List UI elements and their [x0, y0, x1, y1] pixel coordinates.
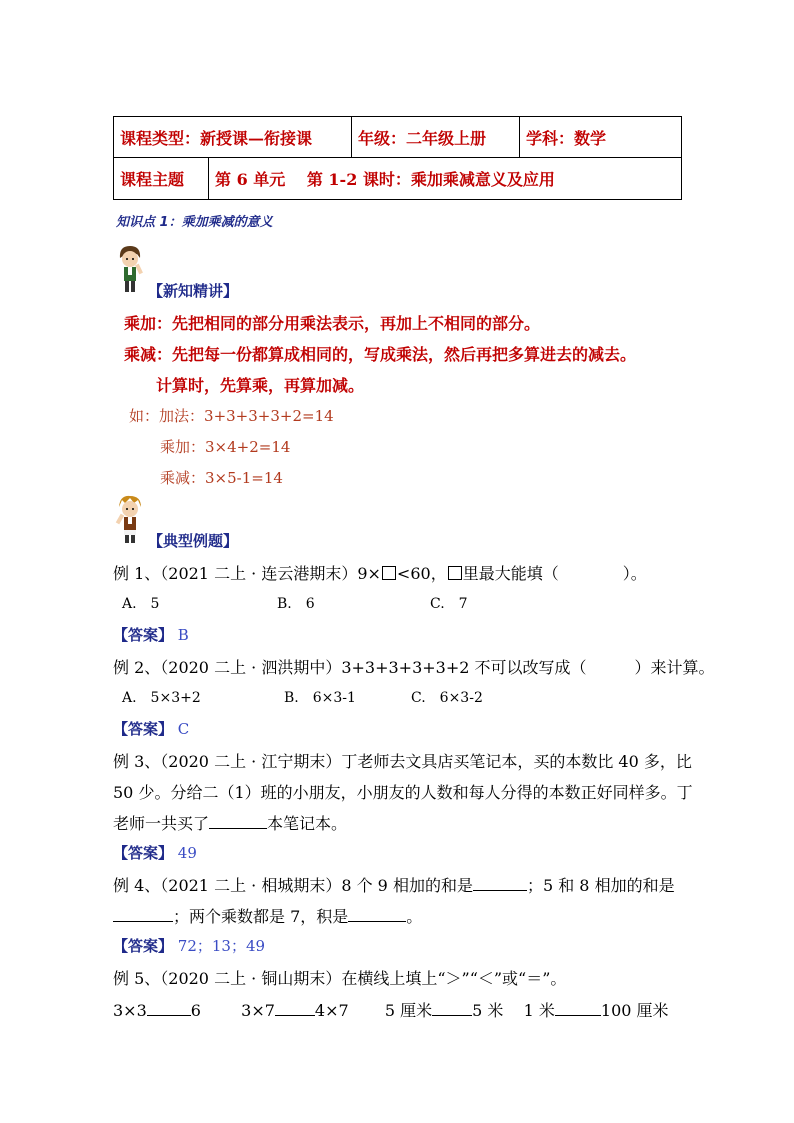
answer-blank: [473, 875, 527, 891]
example-addition-expression: 3+3+3+3+2=14: [204, 407, 334, 425]
example-1-text-a: 例 1、（2021 二上 · 连云港期末）9×: [113, 564, 381, 583]
example-3-answer-value: 49: [177, 844, 197, 862]
example-4-line-1: [113, 873, 675, 896]
comparison-4-left: 1 米: [523, 1001, 555, 1020]
comparison-2-left: 3×7: [241, 1001, 275, 1020]
example-multiply-add-label: 乘加：: [160, 438, 206, 456]
answer-blank: [348, 906, 406, 922]
example-4-line-2a: ；两个乘数都是 7，积是: [173, 907, 349, 926]
subject-cell: 学科：数学: [520, 117, 682, 158]
example-2-answer-value: C: [177, 720, 190, 738]
example-multiply-subtract-expression: 3×5-1=14: [205, 469, 283, 487]
example-5-comparisons: [113, 998, 669, 1021]
comparison-1-right: 6: [190, 1001, 201, 1020]
answer-blank: [275, 1000, 315, 1016]
answer-label: 【答案】: [113, 844, 174, 862]
example-1-text-b: <60，: [396, 564, 447, 583]
answer-blank: [209, 813, 267, 829]
example-1-option-a: A. 5: [122, 596, 160, 612]
grade-cell: 年级：二年级上册: [352, 117, 520, 158]
example-3-line-1: 例 3、（2020 二上 · 江宁期末）丁老师去文具店买笔记本，买的本数比 40 多，比: [113, 752, 692, 771]
answer-blank: [432, 1000, 472, 1016]
course-type-cell: 课程类型：新授课—衔接课: [114, 117, 352, 158]
definition-multiply-add: 乘加：先把相同的部分用乘法表示，再加上不相同的部分。: [124, 314, 541, 333]
answer-label: 【答案】: [113, 720, 174, 738]
example-5-question: 例 5、（2020 二上 · 铜山期末）在横线上填上“＞”“＜”或“＝”。: [113, 969, 567, 988]
topic-value-cell: 第 6 单元 第 1-2 课时：乘加乘减意义及应用: [209, 158, 682, 200]
example-4-line-2: [113, 904, 422, 927]
example-4-line-2b: 。: [406, 907, 423, 926]
examples-heading: 【典型例题】: [148, 532, 239, 550]
example-4-line-1b: ；5 和 8 相加的和是: [526, 876, 675, 895]
example-4-answer-value: 72；13；49: [177, 937, 266, 955]
blank-box-icon: [382, 566, 396, 580]
blank-box-icon: [448, 566, 462, 580]
example-1-question: [113, 561, 647, 584]
answer-label: 【答案】: [113, 626, 174, 644]
answer-label: 【答案】: [113, 937, 174, 955]
answer-blank: [147, 1000, 191, 1016]
example-2-option-a: A. 5×3+2: [122, 690, 201, 706]
answer-blank: [555, 1000, 601, 1016]
example-2-answer: [113, 718, 189, 739]
example-4-line-1a: 例 4、（2021 二上 · 相城期末）8 个 9 相加的和是: [113, 876, 473, 895]
example-3-line-3b: 本笔记本。: [267, 814, 348, 833]
example-2-option-c: C. 6×3-2: [411, 690, 483, 706]
knowledge-point-title-text: 知识点 1：乘加乘减的意义: [116, 215, 273, 230]
example-addition-row: [129, 405, 334, 426]
example-1-text-c: 里最大能填（ ）。: [462, 564, 647, 583]
cartoon-student-icon: [113, 494, 147, 544]
example-3-line-2: 50 少。分给二（1）班的小朋友，小朋友的人数和每人分得的本数正好同样多。丁: [113, 783, 693, 802]
example-2-question: 例 2、（2020 二上 · 泗洪期中）3+3+3+3+3+2 不可以改写成（ ）来计算。: [113, 658, 715, 677]
example-multiply-add-row: [160, 436, 290, 457]
comparison-4-right: 100 厘米: [600, 1001, 669, 1020]
calculation-rule: 计算时，先算乘，再算加减。: [156, 376, 365, 395]
example-multiply-subtract-row: [160, 467, 283, 488]
example-3-answer: [113, 842, 197, 863]
cartoon-teacher-icon: [113, 244, 147, 294]
topic-label-cell: 课程主题: [114, 158, 209, 200]
course-info-table: [113, 116, 682, 200]
comparison-1-left: 3×3: [113, 1001, 147, 1020]
example-1-option-b: B. 6: [277, 596, 315, 612]
definition-multiply-subtract: 乘减：先把每一份都算成相同的，写成乘法，然后再把多算进去的减去。: [124, 345, 637, 364]
example-3-line-3a: 老师一共买了: [113, 814, 210, 833]
new-knowledge-heading: 【新知精讲】: [148, 282, 239, 300]
example-1-answer: [113, 624, 189, 645]
comparison-3-right: 5 米: [472, 1001, 504, 1020]
example-2-option-b: B. 6×3-1: [284, 690, 356, 706]
example-1-option-c: C. 7: [430, 596, 468, 612]
example-prefix: 如：: [129, 407, 160, 425]
comparison-3-left: 5 厘米: [384, 1001, 433, 1020]
example-1-answer-value: B: [177, 626, 189, 644]
example-addition-label: 加法：: [159, 407, 205, 425]
example-4-answer: [113, 935, 265, 956]
answer-blank: [113, 906, 173, 922]
example-multiply-add-expression: 3×4+2=14: [205, 438, 291, 456]
knowledge-point-title: [116, 211, 273, 230]
comparison-2-right: 4×7: [314, 1001, 349, 1020]
example-multiply-subtract-label: 乘减：: [160, 469, 206, 487]
example-3-line-3: [113, 811, 347, 834]
